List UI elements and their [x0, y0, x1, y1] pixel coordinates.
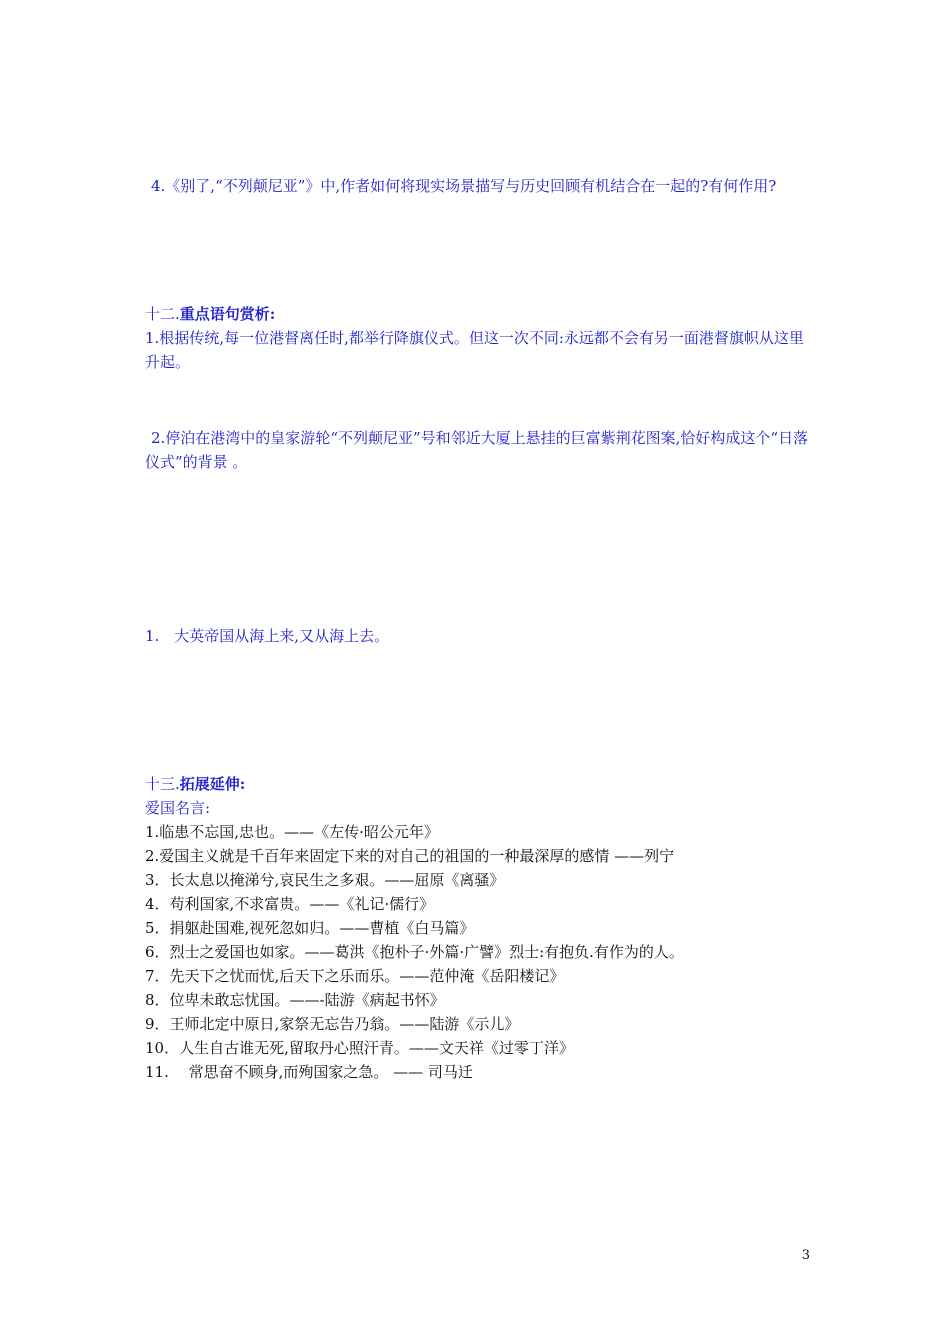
section-13-heading [145, 772, 810, 796]
quote-item: 10．人生自古谁无死,留取丹心照汗青。——文天祥《过零丁洋》 [145, 1039, 574, 1057]
question-4: 4.《别了,“不列颠尼亚”》中,作者如何将现实场景描写与历史回顾有机结合在一起的?有何作用? [151, 177, 777, 195]
quote-item: 8．位卑未敢忘忧国。——-陆游《病起书怀》 [145, 991, 445, 1009]
quote-item: 7．先天下之忧而忧,后天下之乐而乐。——范仲淹《岳阳楼记》 [145, 967, 565, 985]
quote-item: 5．捐躯赴国难,视死忽如归。——曹植《白马篇》 [145, 919, 475, 937]
sentence-1: 1.根据传统,每一位港督离任时,都举行降旗仪式。但这一次不同:永远都不会有另一面港督旗帜从这里升起。 [145, 329, 804, 371]
sentence-2 [145, 426, 810, 474]
section-12-number: 十二. [145, 305, 180, 323]
quote-item: 2.爱国主义就是千百年来固定下来的对自己的祖国的一种最深厚的感情 ——列宁 [145, 847, 675, 865]
section-12-title: 重点语句赏析: [179, 305, 276, 323]
patriotic-quotes-subheading: 爱国名言: [145, 799, 211, 817]
section-13-title: 拓展延伸: [179, 775, 246, 793]
quote-item: 11. 常思奋不顾身,而殉国家之急。 —— 司马迁 [145, 1063, 473, 1081]
sentence-3: 1. 大英帝国从海上来,又从海上去。 [145, 627, 390, 645]
page-number: 3 [801, 1248, 810, 1263]
sentence-2-text: 2.停泊在港湾中的皇家游轮“不列颠尼亚”号和邻近大厦上悬挂的巨富紫荆花图案,恰好构成这个“日落仪式”的背景 。 [145, 429, 809, 471]
quote-item: 9．王师北定中原日,家祭无忘告乃翁。——陆游《示儿》 [145, 1015, 520, 1033]
quote-item: 4．苟利国家,不求富贵。——《礼记·儒行》 [145, 895, 435, 913]
section-12-heading [145, 302, 810, 326]
quotes-list [145, 820, 810, 1084]
quote-item: 3．长太息以掩涕兮,哀民生之多艰。——屈原《离骚》 [145, 871, 505, 889]
quote-item: 1.临患不忘国,忠也。——《左传·昭公元年》 [145, 823, 439, 841]
quote-item: 6．烈士之爱国也如家。——葛洪《抱朴子·外篇·广譬》烈士:有抱负.有作为的人。 [145, 943, 684, 961]
section-13-number: 十三. [145, 775, 180, 793]
